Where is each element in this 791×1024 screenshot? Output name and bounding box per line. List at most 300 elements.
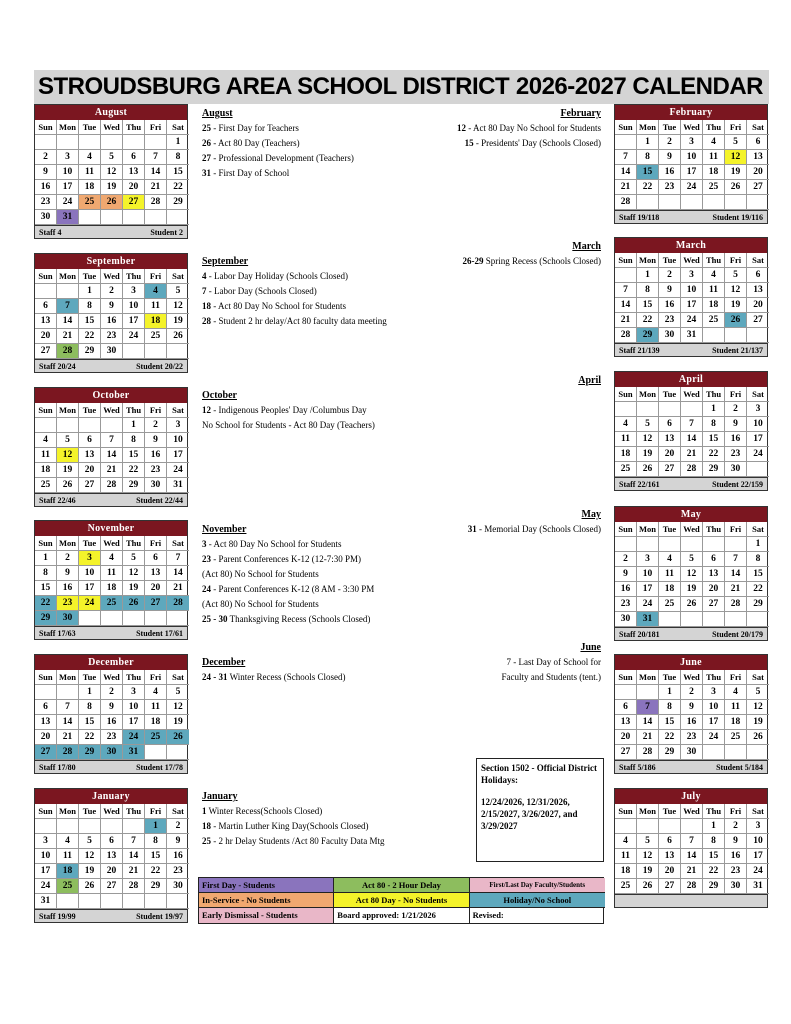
day-cell: 25 <box>79 195 101 210</box>
weekday-header: Sat <box>167 403 189 418</box>
weekday-header: Sun <box>615 670 637 685</box>
day-cell: 18 <box>79 180 101 195</box>
month-name: July <box>615 789 767 804</box>
empty-cell <box>101 210 123 225</box>
day-cell: 16 <box>725 432 747 447</box>
day-cell: 24 <box>79 596 101 611</box>
day-cell: 28 <box>145 195 167 210</box>
day-cell: 12 <box>57 448 79 463</box>
legend-item: Early Dismissal - Students <box>199 908 334 923</box>
staff-count: Staff 17/80 <box>39 763 76 772</box>
empty-cell <box>725 537 747 552</box>
day-cell: 11 <box>101 566 123 581</box>
day-cell: 15 <box>637 298 659 313</box>
day-cell: 16 <box>659 165 681 180</box>
day-cell: 3 <box>703 685 725 700</box>
student-count: Student 17/61 <box>136 629 183 638</box>
day-cell: 25 <box>725 730 747 745</box>
day-cell: 9 <box>101 700 123 715</box>
note-text: 7 - Last Day of School for <box>506 657 601 667</box>
calendar-header <box>34 70 769 104</box>
note-text: Spring Recess (Schools Closed) <box>485 256 601 266</box>
day-cell: 2 <box>725 819 747 834</box>
note-text: (Act 80) No School for Students <box>202 599 319 609</box>
note-date: 7 <box>202 286 207 296</box>
day-cell: 20 <box>101 864 123 879</box>
day-cell: 8 <box>637 150 659 165</box>
day-cell: 18 <box>703 298 725 313</box>
empty-cell <box>35 135 57 150</box>
day-cell: 12 <box>681 567 703 582</box>
empty-cell <box>35 418 57 433</box>
staff-count: Staff 17/63 <box>39 629 76 638</box>
day-cell: 7 <box>167 551 189 566</box>
note-text: - Act 80 Day No School for Students <box>213 301 346 311</box>
weekday-header: Mon <box>637 387 659 402</box>
weekday-header: Wed <box>681 120 703 135</box>
month-grid <box>35 269 189 359</box>
weekday-header: Mon <box>637 522 659 537</box>
day-count-footer <box>35 909 187 922</box>
notes-month-title: May <box>581 509 601 520</box>
note-line <box>202 834 472 849</box>
staff-count: Staff 22/161 <box>619 480 660 489</box>
day-cell: 1 <box>637 135 659 150</box>
note-text: - Act 80 Day No School for Students <box>208 539 342 549</box>
note-text: - First Day of School <box>213 168 290 178</box>
day-cell: 7 <box>637 700 659 715</box>
day-cell: 3 <box>681 268 703 283</box>
weekday-header: Thu <box>703 522 725 537</box>
note-date: 31 <box>467 524 477 534</box>
day-cell: 12 <box>167 299 189 314</box>
day-cell: 1 <box>167 135 189 150</box>
day-cell: 29 <box>79 745 101 760</box>
day-cell: 4 <box>79 150 101 165</box>
legend-row <box>199 893 603 908</box>
legend <box>198 877 604 924</box>
day-cell: 27 <box>703 597 725 612</box>
day-cell: 3 <box>747 402 769 417</box>
student-count: Student 5/184 <box>716 763 763 772</box>
day-cell: 22 <box>35 596 57 611</box>
day-cell: 15 <box>703 432 725 447</box>
day-cell: 30 <box>35 210 57 225</box>
notes-month-title: August <box>202 108 233 119</box>
day-cell: 18 <box>57 864 79 879</box>
day-cell: 27 <box>35 745 57 760</box>
day-cell: 29 <box>145 879 167 894</box>
note-text: Thanksgiving Recess (Schools Closed) <box>229 614 371 624</box>
empty-cell <box>703 745 725 760</box>
day-cell: 12 <box>79 849 101 864</box>
note-text: - Parent Conferences K-12 (8 AM - 3:30 PM <box>213 584 375 594</box>
day-cell: 18 <box>145 715 167 730</box>
day-cell: 14 <box>681 432 703 447</box>
day-cell: 25 <box>35 478 57 493</box>
day-cell: 6 <box>747 268 769 283</box>
empty-cell <box>35 685 57 700</box>
empty-cell <box>703 328 725 343</box>
day-cell: 14 <box>101 448 123 463</box>
day-cell: 28 <box>725 597 747 612</box>
day-cell: 26 <box>101 195 123 210</box>
day-cell: 10 <box>747 417 769 432</box>
weekday-header: Wed <box>101 536 123 551</box>
day-cell: 25 <box>145 329 167 344</box>
empty-cell <box>167 745 189 760</box>
weekday-header: Thu <box>703 120 725 135</box>
note-line <box>400 136 601 151</box>
day-cell: 7 <box>681 417 703 432</box>
empty-cell <box>101 418 123 433</box>
month-calendar-september <box>34 253 188 373</box>
day-cell: 20 <box>659 864 681 879</box>
day-cell: 30 <box>681 745 703 760</box>
day-cell: 21 <box>725 582 747 597</box>
day-cell: 28 <box>681 879 703 894</box>
day-cell: 22 <box>747 582 769 597</box>
weekday-header: Wed <box>101 804 123 819</box>
empty-cell <box>57 284 79 299</box>
empty-cell <box>57 135 79 150</box>
empty-cell <box>123 210 145 225</box>
day-cell: 20 <box>747 165 769 180</box>
day-cell: 23 <box>725 447 747 462</box>
note-line <box>202 403 462 418</box>
notes-month-title: September <box>202 256 249 267</box>
empty-cell <box>659 402 681 417</box>
month-calendar-july <box>614 788 768 908</box>
empty-cell <box>145 210 167 225</box>
day-cell: 28 <box>615 195 637 210</box>
note-date: 4 <box>202 271 207 281</box>
legend-item: Act 80 - 2 Hour Delay <box>334 878 469 893</box>
day-cell: 10 <box>703 700 725 715</box>
day-cell: 10 <box>637 567 659 582</box>
day-cell: 17 <box>123 314 145 329</box>
day-cell: 9 <box>681 700 703 715</box>
weekday-header: Wed <box>681 387 703 402</box>
day-cell: 9 <box>101 299 123 314</box>
day-cell: 29 <box>659 745 681 760</box>
day-cell: 19 <box>747 715 769 730</box>
month-calendar-october <box>34 387 188 507</box>
note-line <box>202 804 472 819</box>
weekday-header: Sat <box>167 804 189 819</box>
empty-cell <box>57 819 79 834</box>
empty-cell <box>747 612 769 627</box>
day-cell: 17 <box>681 165 703 180</box>
empty-cell <box>681 402 703 417</box>
day-cell: 15 <box>123 448 145 463</box>
day-cell: 3 <box>35 834 57 849</box>
legend-item: First Day - Students <box>199 878 334 893</box>
student-count: Student 19/116 <box>712 213 763 222</box>
legend-item: Revised: <box>472 910 504 920</box>
day-cell: 20 <box>747 298 769 313</box>
day-cell: 26 <box>167 730 189 745</box>
day-cell: 11 <box>35 448 57 463</box>
day-cell: 1 <box>637 268 659 283</box>
month-grid <box>35 536 189 626</box>
day-cell: 18 <box>703 165 725 180</box>
day-cell: 14 <box>637 715 659 730</box>
day-cell: 23 <box>101 730 123 745</box>
day-cell: 8 <box>167 150 189 165</box>
notes-june <box>440 640 601 685</box>
weekday-header: Sun <box>615 120 637 135</box>
weekday-header: Thu <box>123 536 145 551</box>
day-cell: 22 <box>703 447 725 462</box>
empty-cell <box>79 418 101 433</box>
day-cell: 23 <box>35 195 57 210</box>
weekday-header: Tue <box>659 670 681 685</box>
weekday-header: Fri <box>725 253 747 268</box>
empty-cell <box>637 402 659 417</box>
month-calendar-january <box>34 788 188 923</box>
empty-cell <box>123 611 145 626</box>
day-cell: 21 <box>615 313 637 328</box>
day-cell: 17 <box>681 298 703 313</box>
day-cell: 13 <box>747 283 769 298</box>
day-cell: 5 <box>681 552 703 567</box>
note-text: (Act 80) No School for Students <box>202 569 319 579</box>
day-count-footer <box>35 359 187 372</box>
day-cell: 31 <box>35 894 57 909</box>
month-name: February <box>615 105 767 120</box>
day-cell: 10 <box>35 849 57 864</box>
weekday-header: Wed <box>681 804 703 819</box>
day-cell: 24 <box>167 463 189 478</box>
empty-cell <box>703 537 725 552</box>
notes-april <box>420 373 601 388</box>
day-cell: 5 <box>167 685 189 700</box>
day-cell: 4 <box>35 433 57 448</box>
day-cell: 9 <box>167 834 189 849</box>
weekday-header: Tue <box>659 522 681 537</box>
month-grid <box>615 670 769 760</box>
day-cell: 12 <box>725 150 747 165</box>
weekday-header: Sat <box>747 387 769 402</box>
day-cell: 19 <box>101 180 123 195</box>
note-text: - 2 hr Delay Students /Act 80 Faculty Data Mtg <box>213 836 385 846</box>
day-cell: 15 <box>35 581 57 596</box>
day-cell: 19 <box>167 715 189 730</box>
day-cell: 2 <box>615 552 637 567</box>
day-cell: 9 <box>145 433 167 448</box>
note-text: - Act 80 Day No School for Students <box>468 123 601 133</box>
day-cell: 14 <box>725 567 747 582</box>
day-count-footer <box>35 225 187 238</box>
day-cell: 27 <box>659 462 681 477</box>
day-cell: 12 <box>637 432 659 447</box>
day-cell: 30 <box>57 611 79 626</box>
empty-cell <box>123 894 145 909</box>
day-cell: 27 <box>35 344 57 359</box>
day-cell: 8 <box>703 417 725 432</box>
day-count-footer <box>615 894 767 907</box>
day-cell: 4 <box>101 551 123 566</box>
day-cell: 17 <box>747 432 769 447</box>
empty-cell <box>145 611 167 626</box>
day-cell: 24 <box>681 180 703 195</box>
weekday-header: Mon <box>637 804 659 819</box>
notes-january <box>202 789 472 849</box>
day-cell: 28 <box>167 596 189 611</box>
empty-cell <box>123 344 145 359</box>
day-cell: 1 <box>659 685 681 700</box>
weekday-header: Mon <box>57 120 79 135</box>
day-cell: 2 <box>659 135 681 150</box>
note-line <box>202 299 462 314</box>
day-cell: 11 <box>145 299 167 314</box>
day-cell: 18 <box>659 582 681 597</box>
day-cell: 27 <box>101 879 123 894</box>
note-text: - Memorial Day (Schools Closed) <box>479 524 601 534</box>
day-cell: 20 <box>615 730 637 745</box>
empty-cell <box>145 894 167 909</box>
day-cell: 17 <box>123 715 145 730</box>
notes-month-title: February <box>560 108 601 119</box>
day-cell: 8 <box>35 566 57 581</box>
day-cell: 8 <box>637 283 659 298</box>
weekday-header: Sun <box>35 804 57 819</box>
day-cell: 14 <box>145 165 167 180</box>
weekday-header: Thu <box>703 253 725 268</box>
weekday-header: Thu <box>703 670 725 685</box>
month-name: June <box>615 655 767 670</box>
day-cell: 24 <box>35 879 57 894</box>
day-cell: 19 <box>725 165 747 180</box>
day-cell: 5 <box>79 834 101 849</box>
empty-cell <box>725 195 747 210</box>
note-line <box>202 166 462 181</box>
day-cell: 11 <box>57 849 79 864</box>
day-cell: 5 <box>123 551 145 566</box>
note-text: Winter Recess(Schools Closed) <box>208 806 323 816</box>
day-cell: 18 <box>615 447 637 462</box>
day-cell: 20 <box>79 463 101 478</box>
day-cell: 11 <box>615 849 637 864</box>
section-1502-title: Section 1502 - Official District Holidays: <box>481 763 597 785</box>
day-cell: 24 <box>123 329 145 344</box>
note-line <box>202 670 462 685</box>
day-cell: 1 <box>703 402 725 417</box>
day-cell: 3 <box>57 150 79 165</box>
day-cell: 8 <box>79 700 101 715</box>
day-cell: 20 <box>35 329 57 344</box>
day-cell: 25 <box>615 462 637 477</box>
day-cell: 2 <box>101 284 123 299</box>
note-date: 12 <box>202 405 211 415</box>
weekday-header: Sat <box>167 269 189 284</box>
notes-march <box>420 239 601 269</box>
notes-month-title: November <box>202 524 247 535</box>
day-cell: 26 <box>725 180 747 195</box>
empty-cell <box>79 210 101 225</box>
empty-cell <box>79 135 101 150</box>
notes-november <box>202 522 462 627</box>
legend-item: First/Last Day Faculty/Students <box>470 878 605 893</box>
empty-cell <box>57 685 79 700</box>
legend-item: Board approved: 1/21/2026 <box>334 908 469 923</box>
day-cell: 17 <box>637 582 659 597</box>
day-cell: 26 <box>167 329 189 344</box>
weekday-header: Wed <box>681 670 703 685</box>
note-line <box>202 582 462 597</box>
day-cell: 6 <box>615 700 637 715</box>
note-date: 12 <box>457 123 466 133</box>
day-cell: 14 <box>681 849 703 864</box>
day-cell: 1 <box>145 819 167 834</box>
note-date: 3 <box>202 539 207 549</box>
weekday-header: Fri <box>145 403 167 418</box>
month-name: April <box>615 372 767 387</box>
day-cell: 31 <box>637 612 659 627</box>
weekday-header: Sat <box>747 804 769 819</box>
staff-count: Staff 21/139 <box>619 346 660 355</box>
weekday-header: Tue <box>79 670 101 685</box>
empty-cell <box>615 268 637 283</box>
weekday-header: Sat <box>747 670 769 685</box>
day-cell: 5 <box>637 834 659 849</box>
section-1502-dates: 12/24/2026, 12/31/2026, 2/15/2027, 3/26/2027, and 3/29/2027 <box>481 797 578 831</box>
weekday-header: Sun <box>35 269 57 284</box>
empty-cell <box>167 611 189 626</box>
day-cell: 20 <box>145 581 167 596</box>
day-cell: 22 <box>79 730 101 745</box>
day-cell: 14 <box>57 715 79 730</box>
day-cell: 7 <box>57 700 79 715</box>
month-name: August <box>35 105 187 120</box>
day-cell: 16 <box>35 180 57 195</box>
day-cell: 10 <box>747 834 769 849</box>
month-calendar-march <box>614 237 768 357</box>
weekday-header: Sat <box>167 120 189 135</box>
day-cell: 29 <box>123 478 145 493</box>
day-cell: 1 <box>703 819 725 834</box>
note-line <box>202 314 462 329</box>
day-cell: 13 <box>659 432 681 447</box>
day-cell: 19 <box>57 463 79 478</box>
weekday-header: Mon <box>57 403 79 418</box>
day-cell: 13 <box>101 849 123 864</box>
empty-cell <box>659 537 681 552</box>
month-calendar-june <box>614 654 768 774</box>
day-cell: 8 <box>123 433 145 448</box>
note-date: 18 <box>202 821 211 831</box>
day-cell: 21 <box>681 864 703 879</box>
legend-item: In-Service - No Students <box>199 893 334 908</box>
day-cell: 16 <box>659 298 681 313</box>
day-cell: 11 <box>703 283 725 298</box>
note-date: 24 - 31 <box>202 672 228 682</box>
weekday-header: Fri <box>725 387 747 402</box>
month-name: December <box>35 655 187 670</box>
note-line <box>202 552 462 567</box>
day-cell: 19 <box>123 581 145 596</box>
day-count-footer <box>615 627 767 640</box>
day-cell: 6 <box>145 551 167 566</box>
note-line <box>420 522 601 537</box>
note-date: 26-29 <box>462 256 484 266</box>
day-cell: 4 <box>659 552 681 567</box>
day-cell: 16 <box>725 849 747 864</box>
month-calendar-august <box>34 104 188 239</box>
note-date: 25 <box>202 836 211 846</box>
empty-cell <box>167 344 189 359</box>
